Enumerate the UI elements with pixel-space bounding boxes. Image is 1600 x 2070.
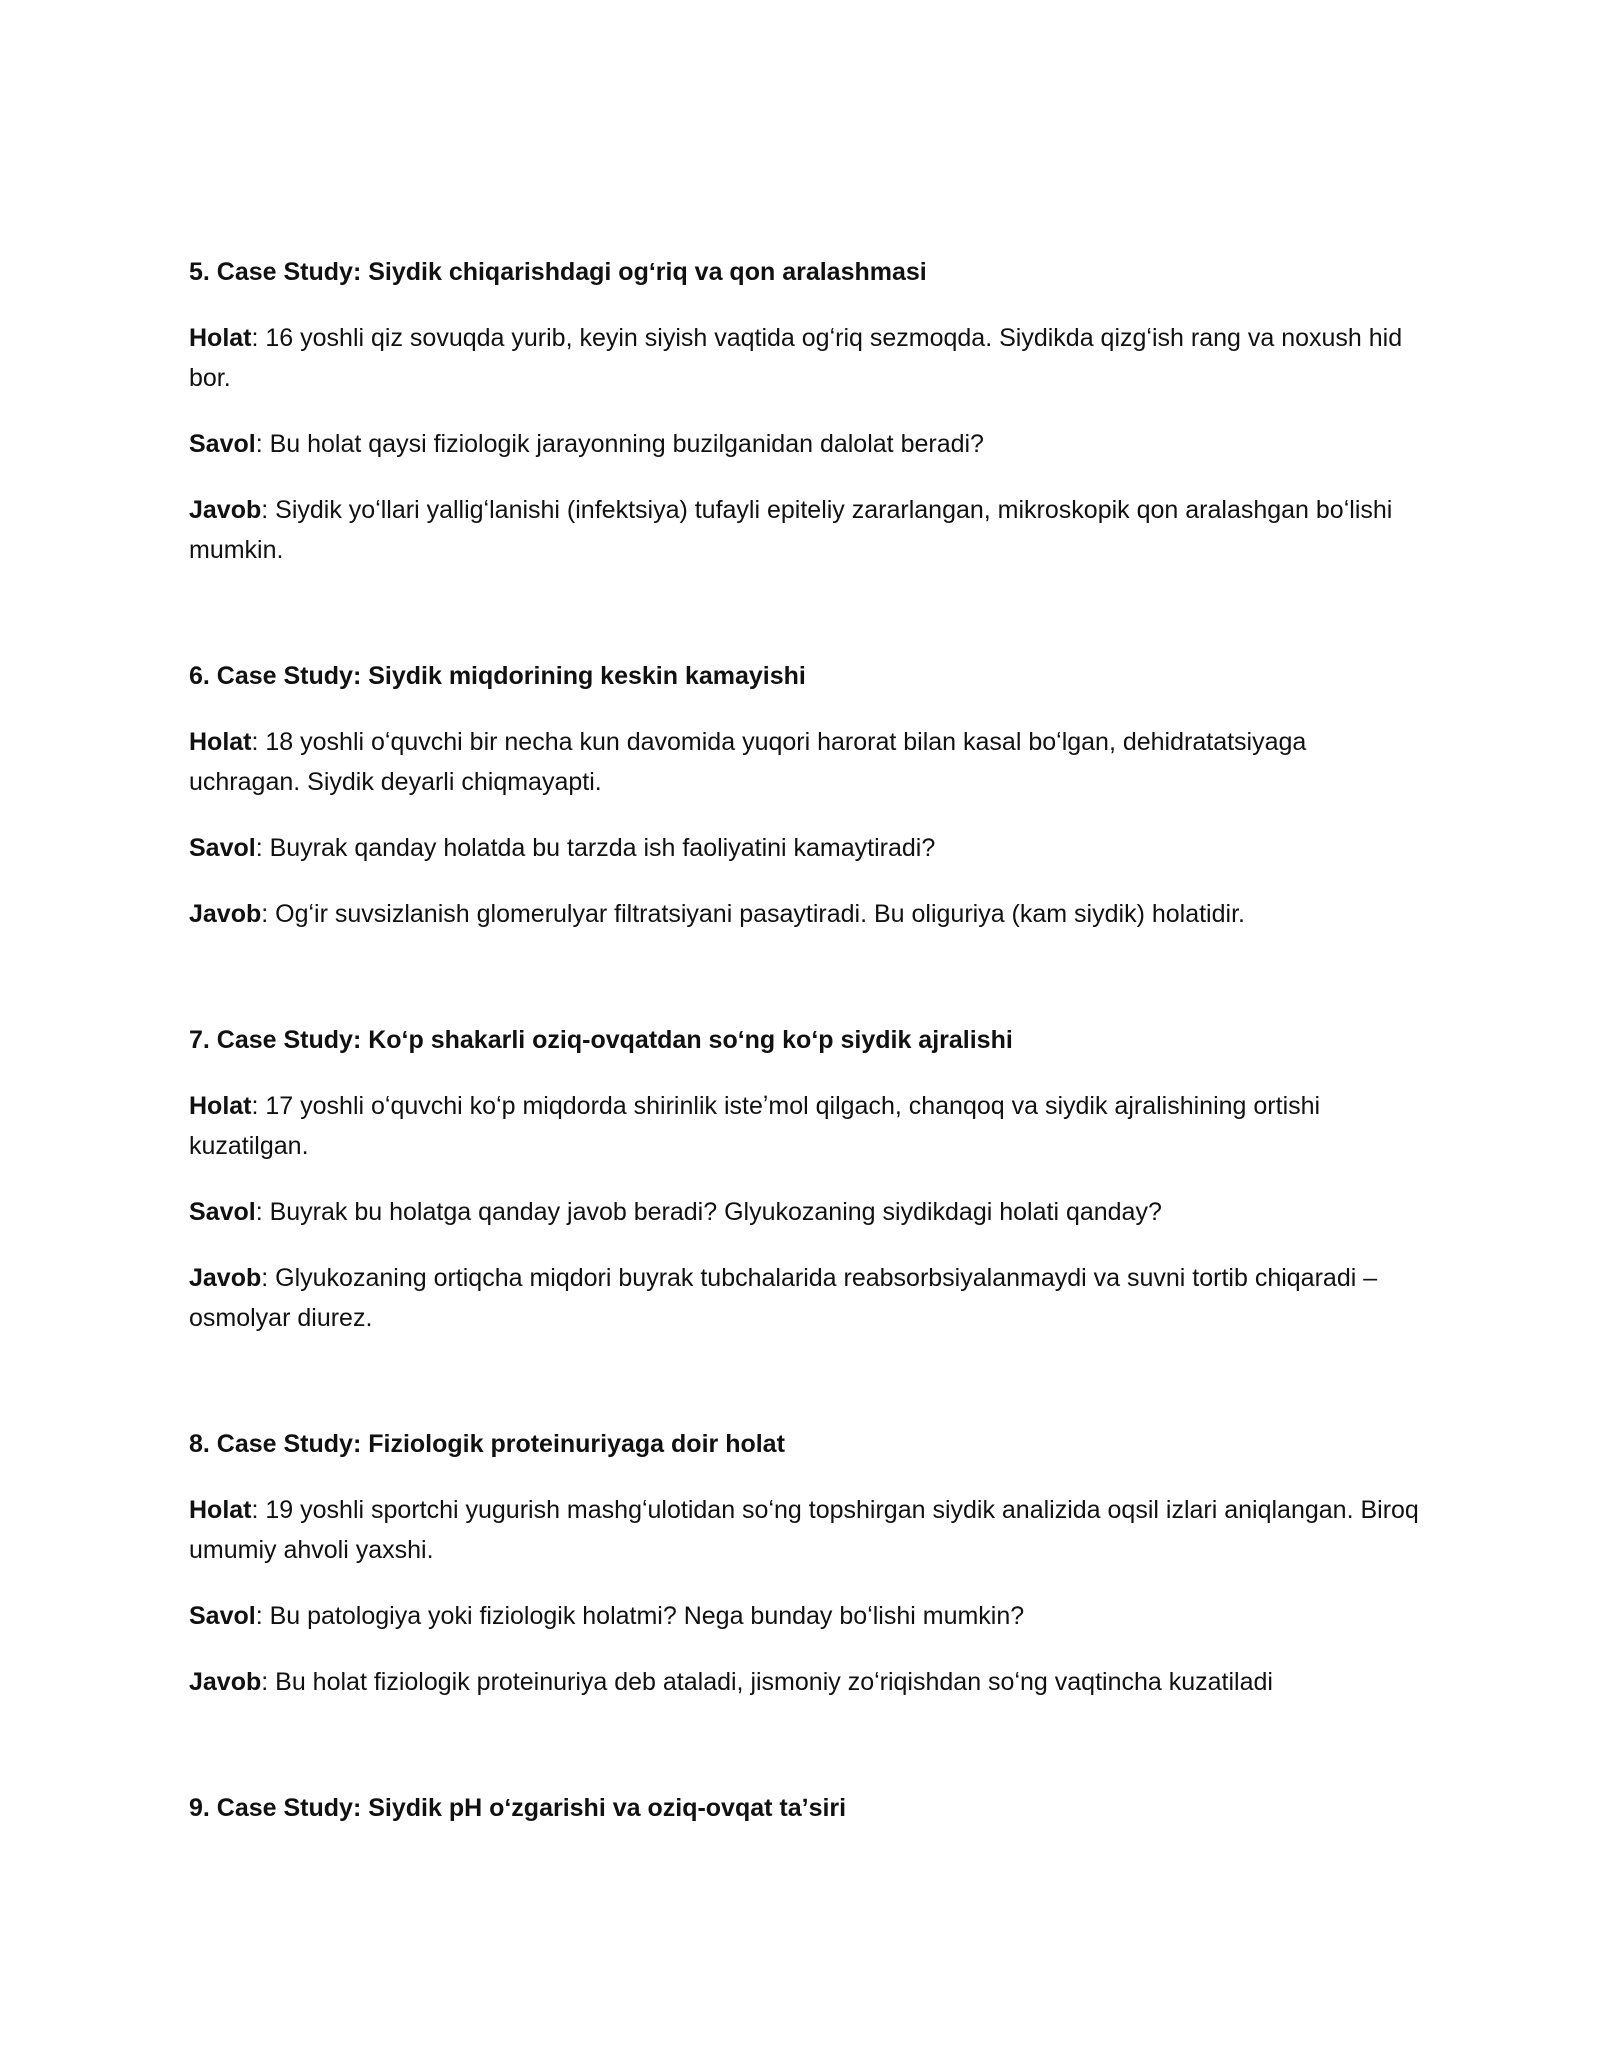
case-study-9 — [189, 1788, 1419, 1828]
javob-label: Javob — [189, 1668, 262, 1696]
savol-label: Savol — [189, 834, 256, 862]
savol-text: : Bu patologiya yoki fiziologik holatmi? Nega bunday boʻlishi mumkin? — [255, 1602, 1025, 1630]
holat-label: Holat — [189, 728, 252, 756]
holat-label: Holat — [189, 1092, 252, 1120]
javob-text: : Ogʻir suvsizlanish glomerulyar filtratsiyani pasaytiradi. Bu oliguriya (kam siydik) holatidir. — [261, 900, 1245, 928]
case-study-8 — [189, 1424, 1419, 1702]
savol-paragraph — [189, 424, 1419, 464]
savol-text: : Bu holat qaysi fiziologik jarayonning buzilganidan dalolat beradi? — [255, 430, 984, 458]
holat-label: Holat — [189, 1496, 252, 1524]
holat-text: : 19 yoshli sportchi yugurish mashgʻulotidan soʻng topshirgan siydik analizida oqsil izlari aniqlangan. Biroq umumiy ahvoli yaxshi. — [189, 1496, 1419, 1564]
javob-paragraph — [189, 1258, 1419, 1338]
case-title: 7. Case Study: Koʻp shakarli oziq-ovqatdan soʻng koʻp siydik ajralishi — [189, 1026, 1013, 1054]
javob-label: Javob — [189, 496, 262, 524]
case-title: 8. Case Study: Fiziologik proteinuriyaga doir holat — [189, 1430, 785, 1458]
savol-label: Savol — [189, 1602, 256, 1630]
javob-text: : Glyukozaning ortiqcha miqdori buyrak tubchalarida reabsorbsiyalanmaydi va suvni tortib chiqaradi – osmolyar diurez. — [189, 1264, 1378, 1332]
savol-label: Savol — [189, 430, 256, 458]
case-title: 9. Case Study: Siydik pH oʻzgarishi va oziq-ovqat taʼsiri — [189, 1794, 847, 1822]
holat-text: : 17 yoshli oʻquvchi koʻp miqdorda shirinlik isteʼmol qilgach, chanqoq va siydik ajralishining ortishi kuzatilgan. — [189, 1092, 1321, 1160]
case-study-5 — [189, 252, 1419, 570]
javob-text: : Bu holat fiziologik proteinuriya deb ataladi, jismoniy zoʻriqishdan soʻng vaqtincha kuzatiladi — [261, 1668, 1273, 1696]
holat-paragraph — [189, 1490, 1419, 1570]
holat-label: Holat — [189, 324, 252, 352]
case-study-7 — [189, 1020, 1419, 1338]
savol-label: Savol — [189, 1198, 256, 1226]
javob-paragraph — [189, 1662, 1419, 1702]
savol-text: : Buyrak qanday holatda bu tarzda ish faoliyatini kamaytiradi? — [255, 834, 936, 862]
holat-paragraph — [189, 722, 1419, 802]
document-content — [189, 252, 1419, 1914]
javob-paragraph — [189, 490, 1419, 570]
savol-paragraph — [189, 1192, 1419, 1232]
javob-text: : Siydik yoʻllari yalligʻlanishi (infektsiya) tufayli epiteliy zararlangan, mikroskopik qon aralashgan boʻlishi mumkin. — [189, 496, 1393, 564]
savol-paragraph — [189, 1596, 1419, 1636]
javob-paragraph — [189, 894, 1419, 934]
javob-label: Javob — [189, 1264, 262, 1292]
savol-text: : Buyrak bu holatga qanday javob beradi? Glyukozaning siydikdagi holati qanday? — [255, 1198, 1162, 1226]
savol-paragraph — [189, 828, 1419, 868]
case-study-6 — [189, 656, 1419, 934]
holat-text: : 18 yoshli oʻquvchi bir necha kun davomida yuqori harorat bilan kasal boʻlgan, dehidratatsiyaga uchragan. Siydik deyarli chiqmayapti. — [189, 728, 1307, 796]
javob-label: Javob — [189, 900, 262, 928]
case-title: 6. Case Study: Siydik miqdorining keskin kamayishi — [189, 662, 806, 690]
case-title: 5. Case Study: Siydik chiqarishdagi ogʻriq va qon aralashmasi — [189, 258, 927, 286]
holat-paragraph — [189, 1086, 1419, 1166]
holat-text: : 16 yoshli qiz sovuqda yurib, keyin siyish vaqtida ogʻriq sezmoqda. Siydikda qizgʻish rang va noxush hid bor. — [189, 324, 1403, 392]
holat-paragraph — [189, 318, 1419, 398]
